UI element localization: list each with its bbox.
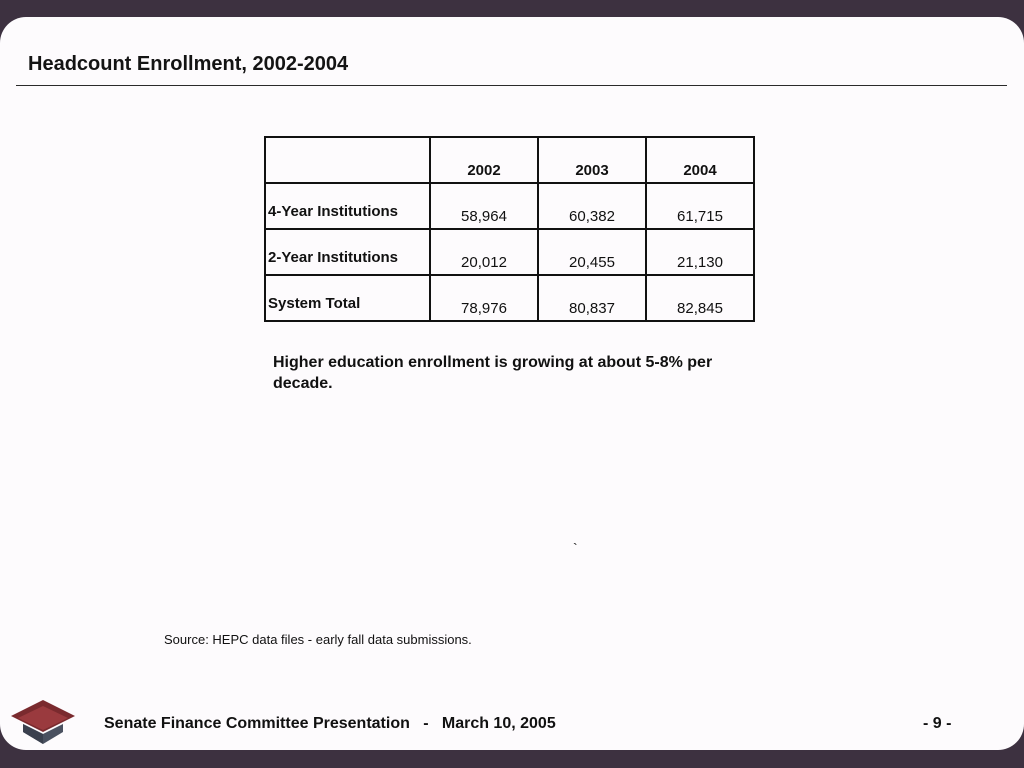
graduation-cap-icon (8, 698, 78, 746)
table-cell: 82,845 (646, 275, 754, 321)
enrollment-table (264, 136, 755, 322)
table-row (265, 183, 754, 229)
table-cell: 80,837 (538, 275, 646, 321)
column-header: 2004 (646, 137, 754, 183)
enrollment-note: Higher education enrollment is growing at about 5-8% per decade. (273, 354, 713, 392)
column-header: 2003 (538, 137, 646, 183)
table-header-row (265, 137, 754, 183)
title-divider (16, 85, 1007, 86)
table-corner-cell (265, 137, 430, 183)
table-cell: 20,455 (538, 229, 646, 275)
table-cell: 21,130 (646, 229, 754, 275)
column-header: 2002 (430, 137, 538, 183)
table-cell: 58,964 (430, 183, 538, 229)
table-row (265, 229, 754, 275)
row-label: 4-Year Institutions (265, 183, 430, 229)
table-cell: 61,715 (646, 183, 754, 229)
source-citation: Source: HEPC data files - early fall data submissions. (164, 632, 472, 647)
row-label: 2-Year Institutions (265, 229, 430, 275)
table-cell: 78,976 (430, 275, 538, 321)
page-title: Headcount Enrollment, 2002-2004 (28, 53, 349, 75)
table-row (265, 275, 754, 321)
row-label: System Total (265, 275, 430, 321)
footer-presentation-info: Senate Finance Committee Presentation - March 10, 2005 (104, 715, 556, 732)
table-cell: 60,382 (538, 183, 646, 229)
table-cell: 20,012 (430, 229, 538, 275)
stray-mark: ` (573, 540, 578, 556)
page-number: - 9 - (923, 715, 952, 732)
